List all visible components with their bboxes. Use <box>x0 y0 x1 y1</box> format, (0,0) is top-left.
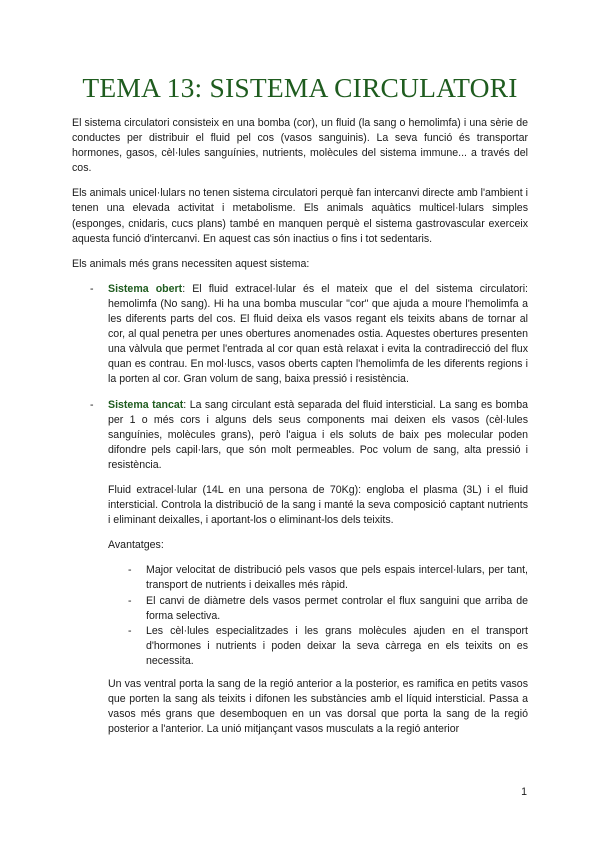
advantage-text: Les cèl·lules especialitzades i les grans molècules ajuden en el transport d'hormones i nutrients i poden deixar la seva càrrega en els teixits on es necessita. <box>146 624 528 667</box>
larger-animals-paragraph: Els animals més grans necessiten aquest sistema: <box>72 257 310 270</box>
open-system-text: : El fluid extracel·lular és el mateix que el del sistema circulatori: hemolimfa (No sang). Hi ha una bomba muscular "cor" que ajuda a moure l'hemolimfa a les diferents parts del cos. El fluid deixa els vasos regant els teixits abans de tornar al cor, al qual penetra per unes obertures anomenades ostia. Aquestes obertures presenten una vàlvula que permet l'entrada al cor quan està relaxat i evita la contradirecció del flux quan es contrau. En mol·luscs, vasos oberts capten l'hemolimfa de les diferents regions i la porten al cor. Gran volum de sang, baixa pressió i resistència. <box>108 282 528 386</box>
list-dash: - <box>90 398 94 411</box>
list-item <box>108 563 528 593</box>
unicellular-paragraph: Els animals unicel·lulars no tenen sistema circulatori perquè fan intercanvi directe amb l'ambient i tenen una elevada activitat i metabolisme. Els animals aquàtics multicel·lulars simples (esponges, cnidaris, cucs plans) també en manquen perquè el sistema gastrovascular exerceix aquesta funció d'intercanvi. En aquest cas són inactius o fins i tot sedentaris. <box>72 187 529 245</box>
list-dash: - <box>128 624 132 637</box>
page-number: 1 <box>521 786 527 798</box>
closing-paragraph: Un vas ventral porta la sang de la regió anterior a la posterior, es ramifica en petits vasos que porten la sang als teixits i difonen les substàncies amb el líquid intersticial. Passa a vasos més grans que desemboquen en un vas dorsal que porta la sang de la regió posterior a l'anterior. La unió mitjançant vasos musculats a la regió anterior <box>108 678 528 736</box>
closed-system-text: : La sang circulant està separada del fluid intersticial. La sang es bomba per 1 o més cors i alguns dels seus components mai deixen els vasos (cèl·lules sanguínies, molècules grans), però l'aigua i els soluts de baix pes molecular poden difondre pels capil·lars, que són molt permeables. Poc volum de sang, alta pressió i resistència. <box>108 398 528 471</box>
advantages-label: Avantatges: <box>108 539 164 552</box>
advantages-list <box>108 563 528 669</box>
list-dash: - <box>90 282 94 295</box>
closed-system-paragraph <box>108 398 528 473</box>
document-page <box>72 72 528 747</box>
systems-list <box>72 282 528 669</box>
list-item-open-system <box>72 282 528 388</box>
list-dash: - <box>128 594 132 607</box>
intro-paragraph: El sistema circulatori consisteix en una bomba (cor), un fluid (la sang o hemolimfa) i una sèrie de conductes per distribuir el fluid pel cos (vasos sanguinis). La seva funció és transportar hormones, gasos, cèl·lules sanguínies, nutrients, molècules del sistema immune... a través del cos. <box>72 117 528 175</box>
closed-system-term: Sistema tancat <box>108 398 184 411</box>
advantage-text: Major velocitat de distribució pels vasos que pels espais intercel·lulars, per tant, transport de nutrients i deixalles més ràpid. <box>146 564 528 592</box>
open-system-term: Sistema obert <box>108 282 183 295</box>
page-title: TEMA 13: SISTEMA CIRCULATORI <box>82 72 518 103</box>
list-item-closed-system <box>72 398 528 670</box>
list-item <box>108 624 528 669</box>
list-item <box>108 594 528 624</box>
advantage-text: El canvi de diàmetre dels vasos permet controlar el flux sanguini que arriba de forma selectiva. <box>146 594 528 622</box>
fluid-paragraph: Fluid extracel·lular (14L en una persona de 70Kg): engloba el plasma (3L) i el fluid intersticial. Controla la distribució de la sang i manté la seva composició captant nutrients i eliminant deixalles, i aportant-los o eliminant-los dels teixits. <box>108 483 528 527</box>
open-system-paragraph <box>108 282 528 388</box>
list-dash: - <box>128 564 132 577</box>
